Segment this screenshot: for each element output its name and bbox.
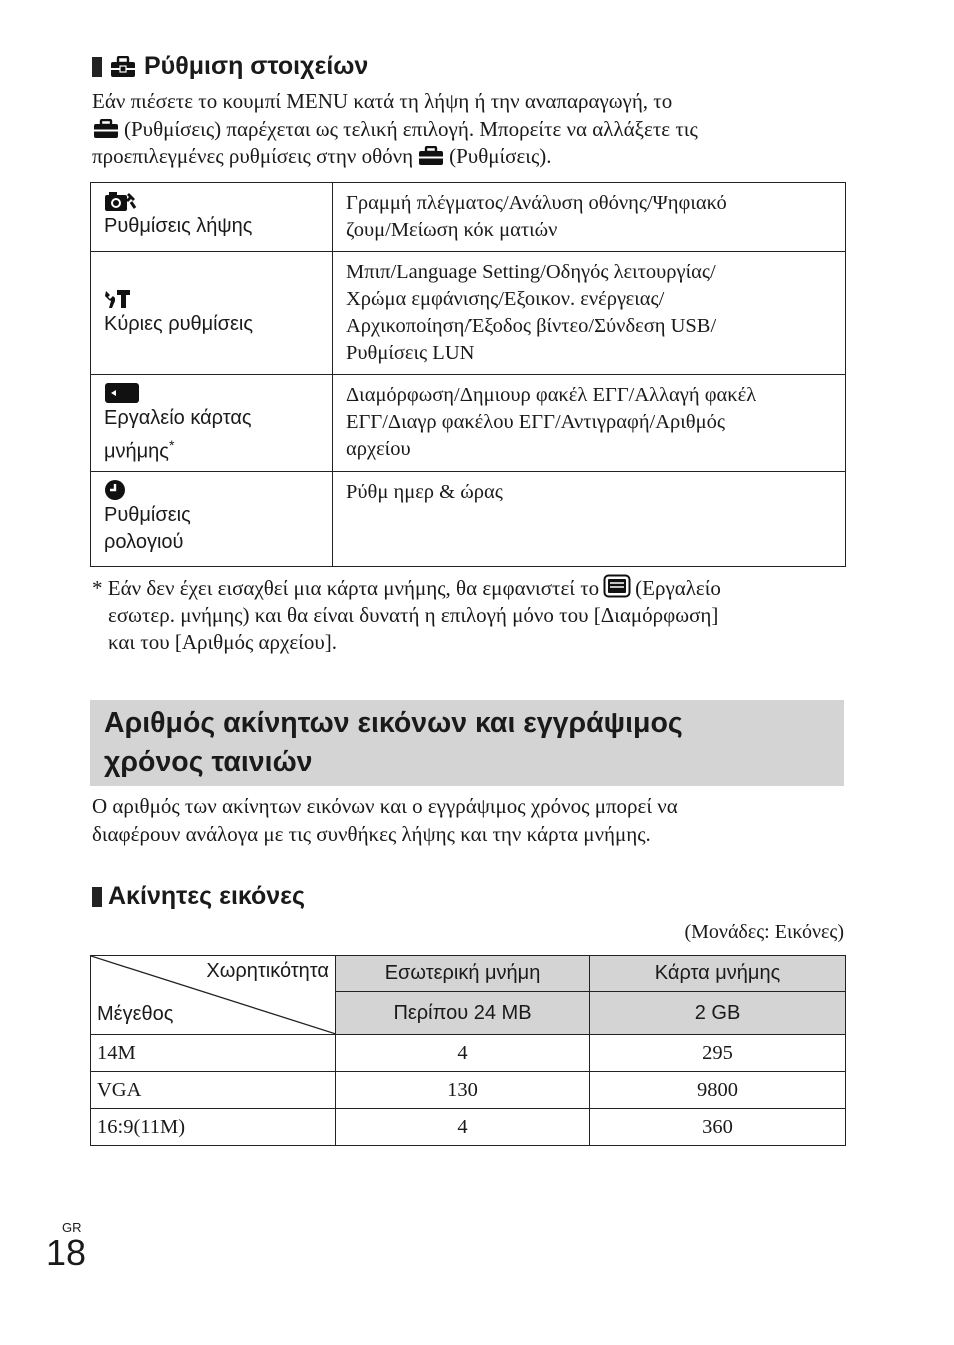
row-name: Ρυθμίσεις λήψης: [104, 215, 253, 237]
setup-row-shooting: [91, 183, 846, 252]
banner-title-line: χρόνος ταινιών: [104, 746, 313, 778]
memory-card-icon: [104, 382, 140, 404]
toolbox-icon: [92, 119, 120, 139]
table-row: VGA 130 9800: [91, 1072, 846, 1109]
page-language: GR: [62, 1220, 82, 1235]
row-name: Κύριες ρυθμίσεις: [104, 313, 253, 336]
setup-row-memory-card: Εργαλείο κάρτας μνήμης* Διαμόρφωση/Δημιουρ φακέλ ΕΓΓ/Αλλαγή φακέλ ΕΓΓ/Διαγρ φακέλου ΕΓΓ/Αντιγραφή/Αριθμός αρχείου: [91, 374, 846, 472]
units-label: (Μονάδες: Εικόνες): [684, 921, 844, 943]
table-row: 14M 4 295: [91, 1035, 846, 1072]
page-number: 18: [46, 1232, 87, 1273]
row-name: Ρυθμίσεις: [104, 504, 191, 527]
still-images-heading: Ακίνητες εικόνες: [92, 882, 305, 911]
row-items: Μπιπ/Language Setting/Οδηγός λειτουργίας/ Χρώμα εμφάνισης/Εξοικον. ενέργειας/ Αρχικοποίηση/Έξοδος βίντεο/Σύνδεση USB/ Ρυθμίσεις LUN: [333, 251, 846, 374]
corner-header: [91, 956, 336, 1035]
size-label: Μέγεθος: [97, 1003, 174, 1025]
row-items: Διαμόρφωση/Δημιουρ φακέλ ΕΓΓ/Αλλαγή φακέλ ΕΓΓ/Διαγρ φακέλου ΕΓΓ/Αντιγραφή/Αριθμός αρχείου: [333, 374, 846, 472]
footnote: * Εάν δεν έχει εισαχθεί μια κάρτα μνήμης, θα εμφανιστεί το (Εργαλείο εσωτερ. μνήμης) και θα είναι δυνατή η επιλογή μόνο του [Διαμόρφωση] και του [Αριθμός αρχείου].: [92, 576, 721, 654]
capacity-table: [90, 955, 846, 1146]
setup-row-main: [91, 251, 846, 374]
section-marker: [92, 887, 102, 907]
sub-card: 2 GB: [590, 992, 846, 1035]
row-items: Ρύθμ ημερ & ώρας: [333, 472, 846, 567]
clock-icon: [104, 479, 126, 501]
main-settings-icon: [104, 289, 132, 309]
toolbox-icon: [110, 56, 136, 78]
setup-table: [90, 182, 846, 567]
banner-title-line: Αριθμός ακίνητων εικόνων και εγγράψιμος: [104, 707, 683, 739]
sub-internal: Περίπου 24 MB: [336, 992, 590, 1035]
section-marker: [92, 57, 102, 77]
internal-memory-icon: [603, 574, 631, 598]
capacity-intro: Ο αριθμός των ακίνητων εικόνων και ο εγγράψιμος χρόνος μπορεί να διαφέρουν ανάλογα με τις συνθήκες λήψης και την κάρτα μνήμης.: [92, 794, 678, 846]
setup-row-clock: Ρυθμίσεις ρολογιού Ρύθμ ημερ & ώρας: [91, 472, 846, 567]
col-card: Κάρτα μνήμης: [590, 956, 846, 992]
row-items: Γραμμή πλέγματος/Ανάλυση οθόνης/Ψηφιακό ζουμ/Μείωση κόκ ματιών: [333, 183, 846, 252]
setup-heading: Ρύθμιση στοιχείων: [92, 52, 368, 81]
setup-intro: Εάν πιέσετε το κουμπί MENU κατά τη λήψη ή την αναπαραγωγή, το (Ρυθμίσεις) παρέχεται ως τελική επιλογή. Μπορείτε να αλλάξετε τις προεπιλεγμένες ρυθμίσεις στην οθόνη (Ρυθμίσεις).: [92, 89, 698, 168]
table-row: 16:9(11M) 4 360: [91, 1109, 846, 1146]
toolbox-icon: [417, 146, 445, 166]
capacity-label: Χωρητικότητα: [206, 960, 329, 982]
camera-settings-icon: [104, 190, 138, 212]
row-name: Εργαλείο κάρτας: [104, 406, 252, 429]
col-internal: Εσωτερική μνήμη: [336, 956, 590, 992]
section-banner: [90, 700, 844, 786]
